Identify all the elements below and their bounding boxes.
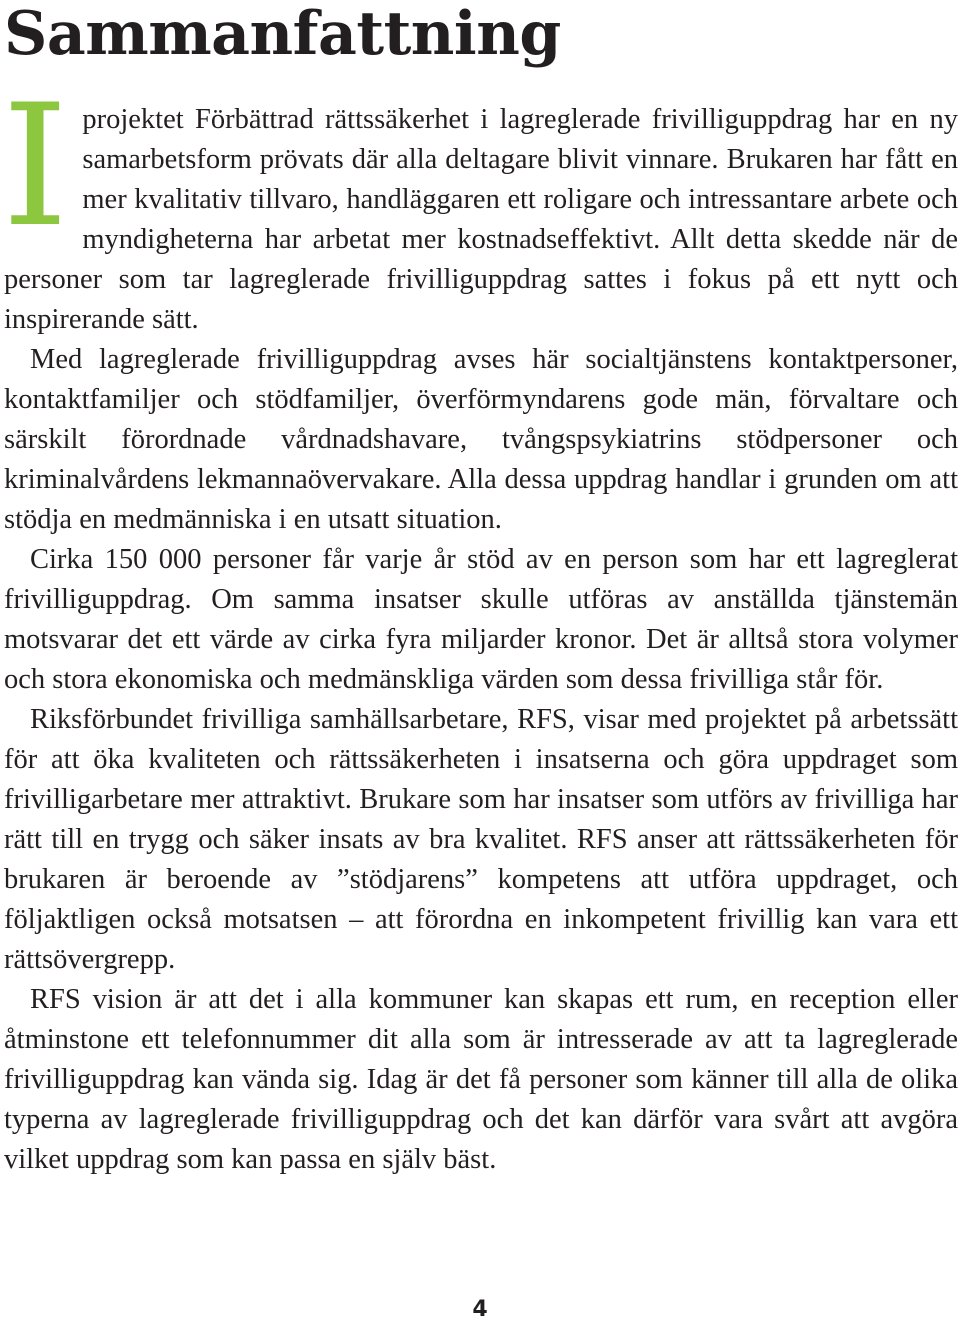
drop-cap: I — [2, 68, 69, 264]
paragraph-definition: Med lagreglerade frivilliguppdrag avses här socialtjänstens kontaktpersoner, kontaktfamiljer och stödfamiljer, överförmyndarens gode män, förvaltare och särskilt förordnade vårdnadshavare, tvångspsykiatrins stödpersoner och kriminalvårdens lekmannaövervakare. Alla dessa uppdrag handlar i grunden om att stödja en medmänniska i en utsatt situation. — [4, 344, 958, 535]
paragraph-intro-text: projektet Förbättrad rättssäkerhet i lagreglerade frivilliguppdrag har en ny samarbetsform prövats där alla deltagare blivit vinnare. Brukaren har fått en mer kvalitativ tillvaro, handläggaren ett roligare och intressantare arbete och myndigheterna har arbetat mer kostnadseffektivt. Allt detta skedde när de personer som tar lagreglerade frivilliguppdrag sattes i fokus på ett nytt och inspirerande sätt. — [4, 104, 958, 335]
page-title: Sammanfattning — [4, 0, 561, 69]
paragraph-rfs-vision: RFS vision är att det i alla kommuner kan skapas ett rum, en reception eller åtminstone ett telefonnummer dit alla som är intresserade av att ta lagreglerade frivilliguppdrag kan vända sig. Idag är det få personer som känner till alla de olika typerna av lagreglerade frivilliguppdrag och det kan därför vara svårt att avgöra vilket uppdrag som kan passa en själv bäst. — [4, 984, 958, 1175]
page-number: 4 — [472, 1297, 488, 1322]
paragraph-intro — [2, 68, 958, 340]
summary-body — [2, 68, 958, 1180]
paragraph-volume: Cirka 150 000 personer får varje år stöd av en person som har ett lagreglerat frivilliguppdrag. Om samma insatser skulle utföras av anställda tjänstemän motsvarar det ett värde av cirka fyra miljarder kronor. Det är alltså stora volymer och stora ekonomiska och medmänskliga värden som dessa frivilliga står för. — [4, 544, 958, 695]
paragraph-rfs-project: Riksförbundet frivilliga samhällsarbetare, RFS, visar med projektet på arbetssätt för att öka kvaliteten och rättssäkerheten i insatserna och göra uppdraget som frivilligarbetare mer attraktivt. Brukare som har insatser som utförs av frivilliga har rätt till en trygg och säker insats av bra kvalitet. RFS anser att rättssäkerheten för brukaren är beroende av ”stödjarens” kompetens att utföra uppdraget, och följaktligen också motsatsen – att förordna en inkompetent frivillig kan vara ett rättsövergrepp. — [4, 704, 958, 975]
